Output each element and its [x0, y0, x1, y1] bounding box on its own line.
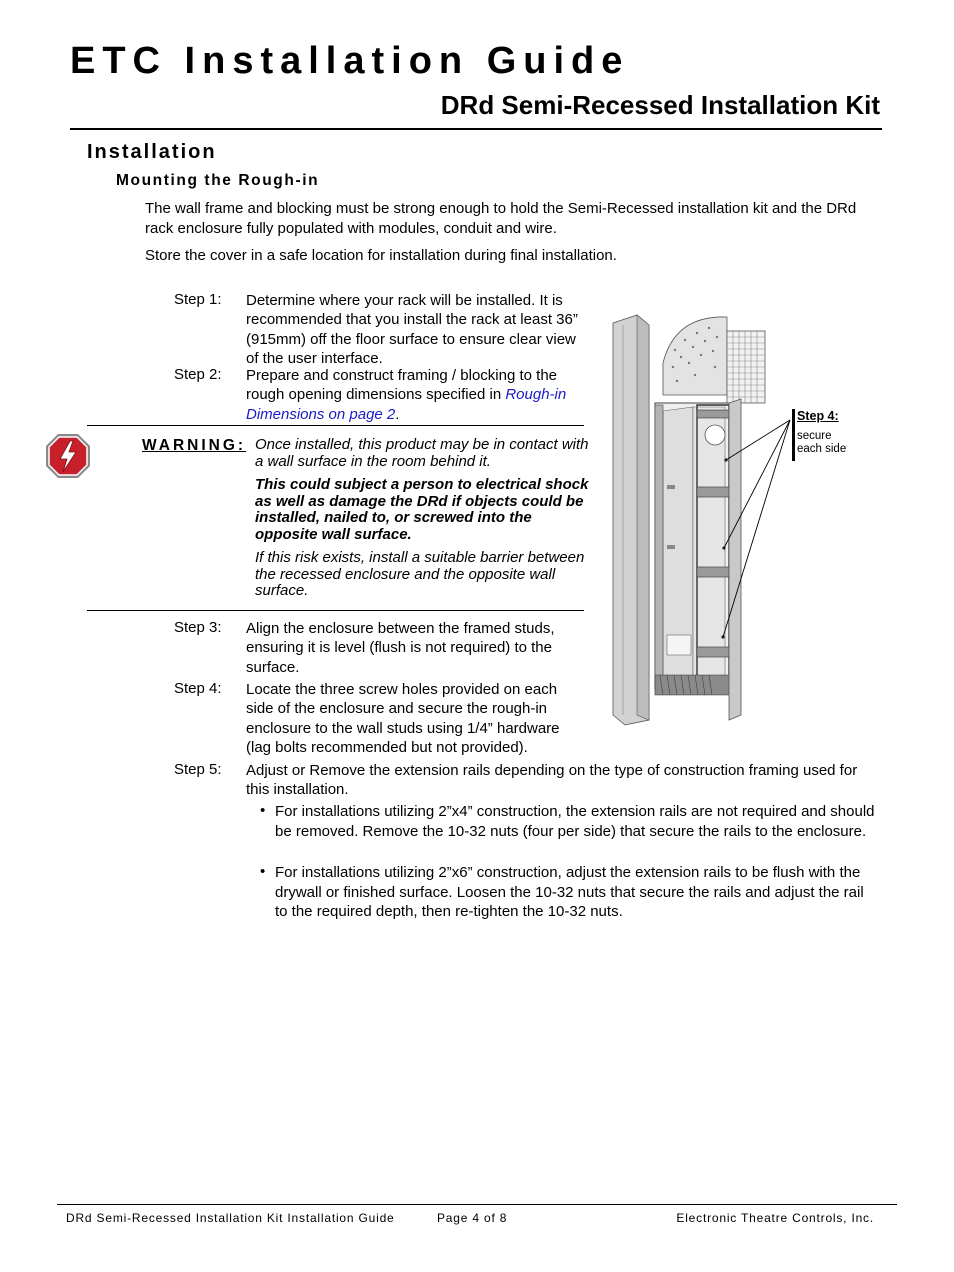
- figure-callout-line-1: secure: [797, 430, 832, 442]
- footer-page-number: Page 4 of 8: [437, 1211, 508, 1225]
- warning-top-divider: [87, 425, 584, 426]
- warning-paragraph-3: If this risk exists, install a suitable barrier between the recessed enclosure and the opposite wall surface.: [255, 549, 585, 599]
- warning-paragraph-2: This could subject a person to electrical shock as well as damage the DRd if objects could be installed, nailed to, or screwed into the opposite wall surface.: [255, 476, 589, 543]
- bullet-marker: •: [260, 802, 266, 819]
- step-2-text: [246, 366, 591, 424]
- step-4-text: Locate the three screw holes provided on each side of the enclosure and secure the rough-in enclosure to the wall studs using 1/4” hardware (lag bolts recommended but not provided).: [246, 681, 560, 756]
- figure-callout-title: Step 4:: [797, 409, 839, 423]
- footer-divider: [57, 1204, 897, 1205]
- section-heading: Installation: [87, 141, 217, 163]
- step-5-label: Step 5:: [174, 761, 222, 778]
- warning-paragraph-1: Once installed, this product may be in contact with a wall surface in the room behind it.: [255, 436, 589, 470]
- footer-company: Electronic Theatre Controls, Inc.: [676, 1211, 874, 1225]
- intro-paragraph-2: Store the cover in a safe location for installation during final installation.: [145, 247, 617, 264]
- warning-bottom-divider: [87, 610, 584, 611]
- bullet-marker: •: [260, 863, 266, 880]
- step-1-label: Step 1:: [174, 291, 222, 308]
- step-3-label: Step 3:: [174, 619, 222, 636]
- figure-callout-line-2: each side: [797, 443, 847, 455]
- guide-title: ETC Installation Guide: [70, 40, 630, 82]
- intro-paragraph-1: The wall frame and blocking must be strong enough to hold the Semi-Recessed installation kit and the DRd rack enclosure fully populated with modules, conduit and wire.: [145, 200, 857, 237]
- header-divider: [70, 128, 882, 130]
- step-3-text: Align the enclosure between the framed studs, ensuring it is level (flush is not required) to the surface.: [246, 620, 555, 676]
- step-4-label: Step 4:: [174, 680, 222, 697]
- footer-document-title: DRd Semi-Recessed Installation Kit Installation Guide: [66, 1211, 395, 1225]
- electrical-hazard-icon: [44, 432, 92, 480]
- bullet-item-2: For installations utilizing 2”x6” construction, adjust the extension rails to be flush with the drywall or finished surface. Loosen the 10-32 nuts that secure the rails and adjust the rail to the required depth, then re-tighten the 10-32 nuts.: [275, 864, 864, 920]
- enclosure-illustration: [605, 295, 805, 730]
- step-1-text: Determine where your rack will be installed. It is recommended that you install the rack at least 36” (915mm) off the floor surface to ensure clear view of the user interface.: [246, 292, 578, 367]
- rough-in-dimensions-link[interactable]: Rough-in Dimensions on page 2: [246, 386, 567, 423]
- bullet-item-1: For installations utilizing 2”x4” construction, the extension rails are not required and should be removed. Remove the 10-32 nuts (four per side) that secure the rails to the enclosure.: [275, 803, 875, 840]
- subsection-heading: Mounting the Rough-in: [116, 172, 320, 189]
- step-2-body: Prepare and construct framing / blocking to the rough opening dimensions specified in: [246, 367, 558, 404]
- step-2-period: .: [395, 405, 400, 423]
- warning-label: WARNING:: [142, 437, 247, 454]
- step-5-text: Adjust or Remove the extension rails depending on the type of construction framing used for this installation.: [246, 762, 858, 799]
- step-2-label: Step 2:: [174, 366, 222, 383]
- document-subtitle: DRd Semi-Recessed Installation Kit: [440, 90, 880, 120]
- callout-marker: [792, 409, 795, 461]
